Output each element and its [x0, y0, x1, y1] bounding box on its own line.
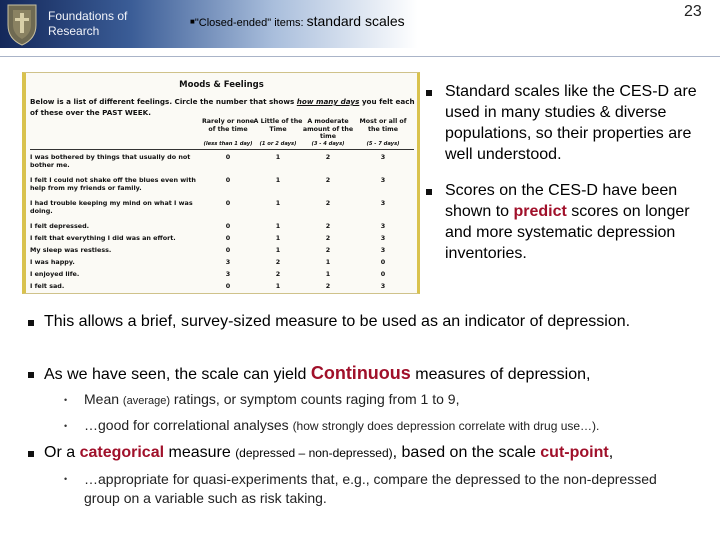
- item-value[interactable]: 3: [380, 176, 386, 184]
- title-emphasis: standard scales: [306, 13, 405, 29]
- bullet-predict-scores: [445, 180, 700, 264]
- bullet-categorical: [44, 442, 714, 464]
- item-value[interactable]: 1: [325, 270, 331, 278]
- item-value[interactable]: 0: [225, 282, 231, 290]
- item-value[interactable]: 0: [380, 270, 386, 278]
- emphasis-categorical: categorical: [79, 444, 165, 461]
- instructions-part2: you felt each of these over the PAST WEEK.: [30, 97, 415, 117]
- sub-bullet-quasi-experiments: …appropriate for quasi-experiments that, e.g., compare the depressed to the non-depressed group on a variable such as risk taking.: [84, 471, 657, 506]
- square-bullet-icon: [28, 320, 34, 326]
- item-value[interactable]: 2: [275, 270, 281, 278]
- item-value[interactable]: 2: [325, 222, 331, 230]
- item-value[interactable]: 2: [325, 246, 331, 254]
- column-header-moderate: A moderate amount of the time: [302, 118, 354, 141]
- title-prefix: "Closed-ended" items:: [194, 17, 307, 29]
- bullet-text: , based on the scale: [392, 444, 541, 461]
- questionnaire-item: [30, 153, 414, 169]
- bullet-continuous: [44, 363, 704, 385]
- course-brand: Foundations of Research: [48, 9, 128, 38]
- sub-bullet-correlational: [84, 416, 704, 436]
- item-value[interactable]: 2: [325, 153, 331, 161]
- questionnaire-item: [30, 282, 414, 292]
- column-range-rarely: (less than 1 day): [203, 141, 253, 147]
- questionnaire-instructions: [30, 96, 416, 118]
- dot-bullet-icon: •: [64, 395, 68, 405]
- bullet-text: ,: [608, 444, 614, 461]
- square-bullet-icon: ■: [190, 17, 195, 26]
- item-value[interactable]: 0: [225, 234, 231, 242]
- item-value[interactable]: 2: [325, 199, 331, 207]
- emphasis-predict: predict: [513, 203, 567, 220]
- square-bullet-icon: [28, 372, 34, 378]
- questionnaire-item: [30, 258, 414, 268]
- bullet-standard-scales: Standard scales like the CES-D are used in many studies & diverse populations, so their properties are well understood.: [445, 83, 697, 163]
- item-value[interactable]: 0: [380, 258, 386, 266]
- item-value[interactable]: 1: [275, 153, 281, 161]
- bullet-text: scores on longer and more systematic depression inventories.: [445, 203, 690, 262]
- item-value[interactable]: 3: [380, 153, 386, 161]
- sub-bullet-mean: [84, 390, 704, 411]
- bullet-text: measure: [164, 444, 236, 461]
- item-value[interactable]: 2: [325, 176, 331, 184]
- item-value[interactable]: 1: [275, 234, 281, 242]
- header-rule: [30, 149, 414, 150]
- item-value[interactable]: 0: [225, 153, 231, 161]
- column-range-little: (1 or 2 days): [259, 141, 297, 147]
- item-text: I was happy.: [30, 258, 75, 266]
- bullet-brief-measure: This allows a brief, survey-sized measure to be used as an indicator of depression.: [44, 313, 631, 330]
- emphasis-continuous: Continuous: [310, 363, 411, 383]
- emphasis-cut-point: cut-point: [540, 444, 609, 461]
- sub-bullet-text: ratings, or symptom counts raging from 1 to 9,: [170, 391, 460, 407]
- column-header-little: A Little of the Time: [253, 118, 303, 133]
- square-bullet-icon: [28, 451, 34, 457]
- header-divider: [0, 56, 720, 57]
- questionnaire-item: [30, 246, 414, 256]
- item-value[interactable]: 1: [325, 258, 331, 266]
- item-value[interactable]: 3: [380, 234, 386, 242]
- column-range-moderate: (3 - 4 days): [311, 141, 345, 147]
- column-header-most: Most or all of the time: [359, 118, 407, 133]
- item-value[interactable]: 2: [325, 282, 331, 290]
- university-crest-icon: [2, 1, 42, 47]
- questionnaire-title: Moods & Feelings: [179, 80, 264, 90]
- item-text: I enjoyed life.: [30, 270, 80, 278]
- instructions-part1: Below is a list of different feelings. Circle the number that shows: [30, 97, 297, 106]
- item-value[interactable]: 3: [380, 222, 386, 230]
- sub-bullet-text: Mean: [84, 391, 123, 407]
- item-value[interactable]: 3: [225, 258, 231, 266]
- item-text: I felt I could not shake off the blues even with help from my friends or family.: [30, 176, 196, 192]
- dot-bullet-icon: •: [64, 474, 68, 484]
- item-value[interactable]: 0: [225, 222, 231, 230]
- item-text: I felt sad.: [30, 282, 65, 290]
- questionnaire-item: [30, 222, 414, 232]
- questionnaire-item: [30, 270, 414, 280]
- item-value[interactable]: 3: [380, 246, 386, 254]
- ces-d-questionnaire: [22, 72, 420, 294]
- bullet-text: As we have seen, the scale can yield: [44, 366, 311, 383]
- item-text: I felt depressed.: [30, 222, 90, 230]
- bullet-text: Scores on the CES-D have been shown to: [445, 182, 678, 220]
- item-value[interactable]: 1: [275, 176, 281, 184]
- item-value[interactable]: 1: [275, 222, 281, 230]
- square-bullet-icon: [426, 90, 432, 96]
- item-value[interactable]: 0: [225, 199, 231, 207]
- sub-bullet-small: (how strongly does depression correlate with drug use…).: [292, 419, 600, 433]
- item-value[interactable]: 3: [225, 270, 231, 278]
- item-value[interactable]: 0: [225, 246, 231, 254]
- item-value[interactable]: 1: [275, 199, 281, 207]
- slide-title: [190, 13, 405, 29]
- instructions-emphasis: how many days: [296, 97, 360, 106]
- questionnaire-item: [30, 176, 414, 192]
- bullet-text: measures of depression,: [410, 366, 591, 383]
- sub-bullet-text: …good for correlational analyses: [84, 417, 293, 433]
- square-bullet-icon: [426, 189, 432, 195]
- bullet-small: (depressed – non-depressed): [235, 446, 393, 460]
- item-text: I felt that everything I did was an effort.: [30, 234, 176, 242]
- item-value[interactable]: 3: [380, 199, 386, 207]
- questionnaire-item: [30, 199, 414, 215]
- bullet-text: Or a: [44, 444, 80, 461]
- questionnaire-item: [30, 234, 414, 244]
- item-value[interactable]: 3: [380, 282, 386, 290]
- item-value[interactable]: 1: [275, 282, 281, 290]
- item-text: I had trouble keeping my mind on what I was doing.: [30, 199, 193, 215]
- item-text: I was bothered by things that usually do not bother me.: [30, 153, 191, 169]
- column-header-rarely: Rarely or none of the time: [201, 118, 255, 133]
- sub-bullet-small: (average): [122, 395, 170, 407]
- page-number: 23: [684, 3, 702, 20]
- item-text: My sleep was restless.: [30, 246, 112, 254]
- dot-bullet-icon: •: [64, 421, 68, 431]
- item-value[interactable]: 1: [275, 246, 281, 254]
- item-value[interactable]: 0: [225, 176, 231, 184]
- item-value[interactable]: 2: [275, 258, 281, 266]
- column-range-most: (5 - 7 days): [366, 141, 400, 147]
- item-value[interactable]: 2: [325, 234, 331, 242]
